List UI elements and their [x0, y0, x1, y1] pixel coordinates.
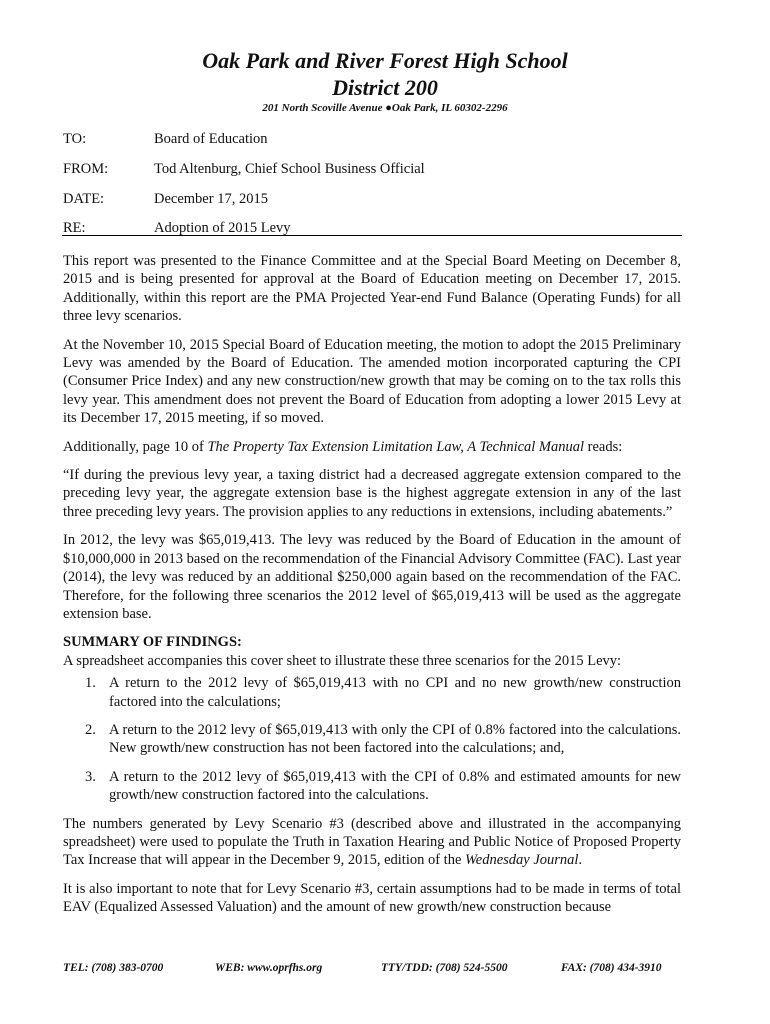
scenario3-prefix: The numbers generated by Levy Scenario #3 (described above and illustrated in the accompanying spreadsheet) were used to populate the Truth in Taxation Hearing and Public Notice of Proposed Property Tax Increase that will appear in the December 9, 2015, edition of the: [63, 815, 681, 869]
memo-body: [63, 252, 681, 927]
list-item: [63, 768, 681, 805]
levy-history-paragraph: In 2012, the levy was $65,019,413. The levy was reduced by the Board of Education in the amount of $10,000,000 in 2013 based on the recommendation of the Financial Advisory Committee (FAC). Last year (2014), the levy was reduced by an additional $250,000 again based on the recommendation of the FAC. Therefore, for the following three scenarios the 2012 level of $65,019,413 will be used as the aggregate extension base.: [63, 532, 681, 622]
list-item-text: A return to the 2012 levy of $65,019,413 with only the CPI of 0.8% factored into the calculations. New growth/new construction has not been factored into the calculations; and,: [109, 721, 681, 757]
list-item-text: A return to the 2012 levy of $65,019,413 with the CPI of 0.8% and estimated amounts for new growth/new construction factored into the calculations.: [109, 768, 681, 804]
school-name-title: Oak Park and River Forest High School: [202, 48, 568, 73]
list-item-number: 2.: [85, 721, 96, 738]
scenario-list: [63, 674, 681, 804]
memo-re-label: RE:: [63, 220, 86, 236]
district-title: District 200: [332, 75, 438, 100]
manual-reference-paragraph: [63, 438, 681, 456]
manual-reference-suffix: reads:: [584, 438, 623, 455]
memo-to-value: Board of Education: [154, 131, 268, 147]
list-item-text: A return to the 2012 levy of $65,019,413 with no CPI and no new growth/new construction factored into the calculations;: [109, 675, 681, 710]
memo-from-value: Tod Altenburg, Chief School Business Official: [154, 161, 425, 177]
header-divider: [62, 235, 682, 236]
footer-tty: TTY/TDD: (708) 524-5500: [381, 962, 508, 974]
scenario3-paragraph: [63, 815, 681, 870]
memo-from-label: FROM:: [63, 161, 109, 177]
memo-date-value: December 17, 2015: [154, 191, 268, 207]
list-item: [63, 721, 681, 758]
list-item-number: 1.: [85, 675, 96, 692]
journal-name: Wednesday Journal: [465, 852, 579, 869]
school-address: 201 North Scoville Avenue ●Oak Park, IL 60302-2296: [262, 102, 508, 114]
footer-website[interactable]: WEB: www.oprfhs.org: [215, 962, 323, 974]
summary-intro: A spreadsheet accompanies this cover sheet to illustrate these three scenarios for the 2015 Levy:: [63, 652, 622, 669]
assumptions-paragraph: It is also important to note that for Levy Scenario #3, certain assumptions had to be made in terms of total EAV (Equalized Assessed Valuation) and the amount of new growth/new construction because: [63, 880, 681, 916]
intro-paragraph: This report was presented to the Finance Committee and at the Special Board Meeting on December 8, 2015 and is being presented for approval at the Board of Education meeting on December 17, 2015. Additionally, within this report are the PMA Projected Year-end Fund Balance (Operating Funds) for all three levy scenarios.: [63, 253, 681, 325]
memo-to-label: TO:: [63, 131, 87, 147]
summary-heading: SUMMARY OF FINDINGS:: [63, 634, 242, 651]
footer-fax: FAX: (708) 434-3910: [561, 962, 662, 974]
amendment-paragraph: At the November 10, 2015 Special Board of Education meeting, the motion to adopt the 2015 Preliminary Levy was amended by the Board of Education. The amended motion incorporated capturing the CPI (Consumer Price Index) and any new construction/new growth that may be coming on to the tax rolls this levy year. This amendment does not prevent the Board of Education from adopting a lower 2015 Levy at its December 17, 2015 meeting, if so moved.: [63, 336, 681, 427]
memo-date-label: DATE:: [63, 191, 105, 207]
quote-paragraph: “If during the previous levy year, a taxing district had a decreased aggregate extension compared to the preceding levy year, the aggregate extension base is the highest aggregate extension in any of the last three preceding levy years. The provision applies to any reductions in extensions, including abatements.”: [63, 467, 681, 520]
memo-re-value: Adoption of 2015 Levy: [154, 220, 291, 236]
footer-phone: TEL: (708) 383-0700: [63, 962, 164, 974]
list-item: [63, 674, 681, 711]
list-item-number: 3.: [85, 768, 96, 785]
manual-title: The Property Tax Extension Limitation Law, A Technical Manual: [207, 438, 585, 455]
scenario3-suffix: .: [578, 852, 583, 869]
manual-reference-prefix: Additionally, page 10 of: [63, 438, 208, 455]
